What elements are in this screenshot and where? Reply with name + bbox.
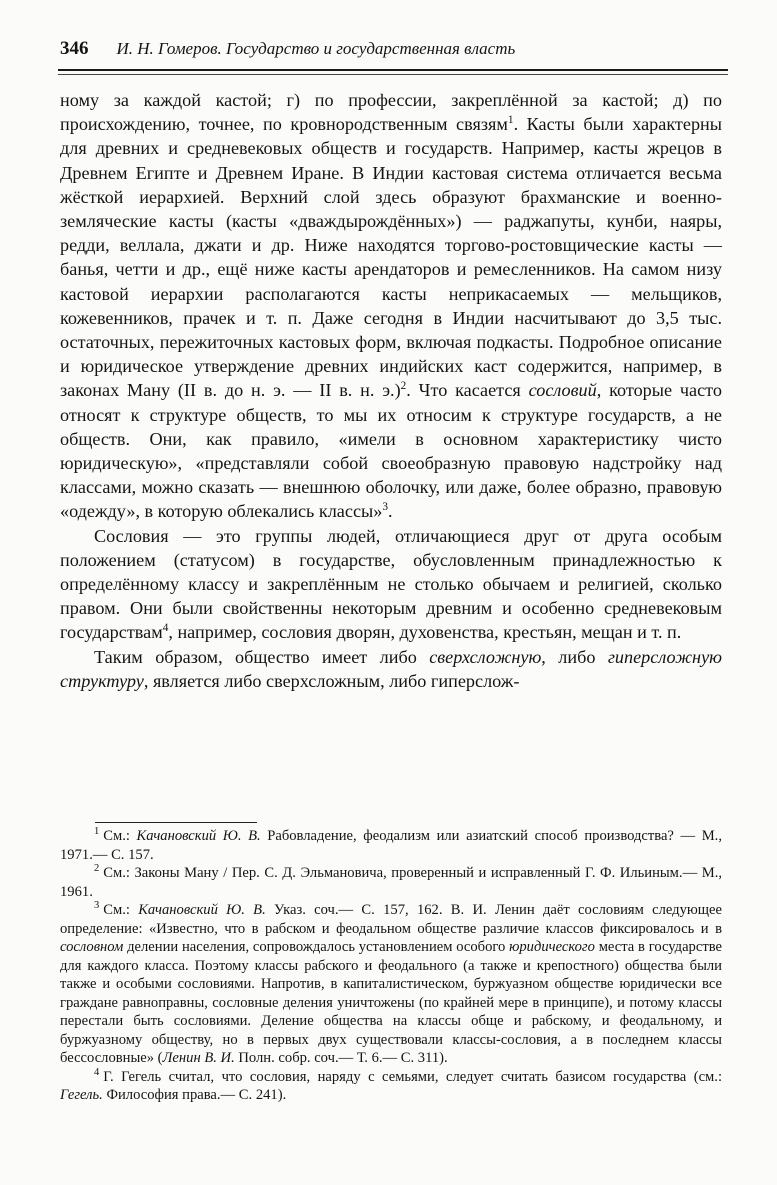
text-run: Полн. собр. соч.— Т. 6.— С. 311). [234,1050,448,1066]
emphasis: Ленин В. И. [162,1050,235,1066]
text-run: . [387,501,393,522]
footnote [60,1068,722,1105]
text-run: Таким образом, общество имеет либо [94,646,430,667]
text-run: Философия права.— С. 241). [102,1087,287,1103]
text-run: . Касты были характерны для древних и средневековых обществ и государств. Например, касты жрецов в Древнем Египте и Древнем Иране. В Индии кастовая система отличается весьма жёсткой иерархией. Верхний слой здесь образуют брахманские и военно-земляческие касты (касты «дваждырождённых») — раджапуты, кунби, наяры, редди, веллала, джати и др. Ниже находятся торгово-ростовщические касты — банья, четти и др., ещё ниже касты арендаторов и ремесленников. На самом низу кастовой иерархии располагаются касты неприкасаемых — мельщиков, кожевенников, прачек и т. п. Даже сегодня в Индии насчитывают до 3,5 тыс. остаточных, пережиточных кастовых форм, включая подкасты. Подробное описание и юридическое утверждение древних индийских каст содержится, например, в законах Ману (II в. до н. э. — II в. н. э.) [60,114,722,401]
footnote-ref: 2 [400,380,407,393]
text-run: , например, сословия дворян, духовенства, крестьян, мещан и т. п. [168,622,682,643]
header-rule-thin [58,74,728,75]
emphasis: сословий [528,380,597,401]
page-number: 346 [60,38,89,59]
footnote [60,901,722,1068]
text-run: , либо [541,646,608,667]
paragraph [60,524,722,645]
footnote-ref: 3 [382,501,388,514]
footnote [60,864,722,901]
text-run: Указ. соч.— С. 157, 162. В. И. Ленин даёт сословиям следующее определение: «Известно, что в рабском и феодальном обществе различие классов фиксировалось и в [60,902,723,937]
text-run: . Что касается [406,380,529,401]
emphasis: Качановский Ю. В. [138,902,266,918]
text-run: места в государстве для каждого класса. Поэтому классы рабского и феодального (а также и крепостного) общества были также и особыми сословиями. Напротив, в капиталистическом, буржуазном обществе юридически все граждане равноправны, сословные деления уничтожены (по крайней мере в принципе), и потому классы перестали быть сословиями. Деление общества на классы обще и рабскому, и феодальному, и буржуазному обществу, но в первых двух существовали классы-сословия, а в последнем классы бессословные» ( [60,939,722,1066]
text-run: , является либо сверхсложным, либо гиперслож- [143,670,520,691]
footnote-number: 3 [94,900,100,912]
text-run: ному за каждой кастой; г) по профессии, закреплённой за кастой; д) по происхождению, точнее, по кровнородственным связям [60,90,722,135]
footnote-ref: 4 [162,622,169,635]
text-run: Сословия — это группы людей, отличающиеся друг от друга особым положением (статусом) в государстве, обусловленным принадлежностью к определённому классу и закреплённым не столько обычаем и религией, сколько правом. Они были свойственны некоторым древним и особенно средневековым государствам [60,525,722,643]
emphasis: сословном [60,939,124,955]
text-run: См.: [103,902,139,918]
footnote-number: 4 [94,1066,100,1078]
emphasis: Качановский Ю. В. [136,828,261,844]
footnotes [60,827,722,1105]
running-title: И. Н. Гомеров. Государство и государственная власть [116,39,516,58]
emphasis: юридического [509,939,595,955]
text-run: Рабовладение, феодализм или азиатский способ производства? — М., 1971.— С. 157. [60,828,722,863]
header-rule [58,69,728,71]
paragraph [60,645,722,693]
footnote-ref: 1 [507,114,514,127]
text-run: См.: Законы Ману / Пер. С. Д. Эльмановича, проверенный и исправленный Г. Ф. Ильиным.— М., 1961. [60,865,722,900]
paragraph [60,88,722,524]
text-run: См.: [103,828,137,844]
running-head [60,38,725,64]
text-run: Г. Гегель считал, что сословия, наряду с семьями, следует считать базисом государства (см.: [103,1068,722,1085]
emphasis: сверхсложную [429,646,542,667]
main-text [60,88,722,693]
footnote [60,827,722,864]
text-run: , которые часто относят к структуре обществ, то мы их относим к структуре государств, а не обществ. Они, как правило, «имели в основном характеристику чисто юридическую», «представляли собой своеобразную правовую надстройку над классами, можно сказать — внешнюю оболочку, или даже, более образно, правовую «одежду», в которую облекались классы» [60,380,722,522]
footnote-number: 2 [94,863,100,875]
emphasis: гиперсложную структуру [60,646,722,691]
footnote-number: 1 [94,826,100,838]
text-run: делении населения, сопровождалось установлением особого [123,939,510,955]
footnote-separator [95,822,257,823]
emphasis: Гегель. [60,1087,103,1103]
